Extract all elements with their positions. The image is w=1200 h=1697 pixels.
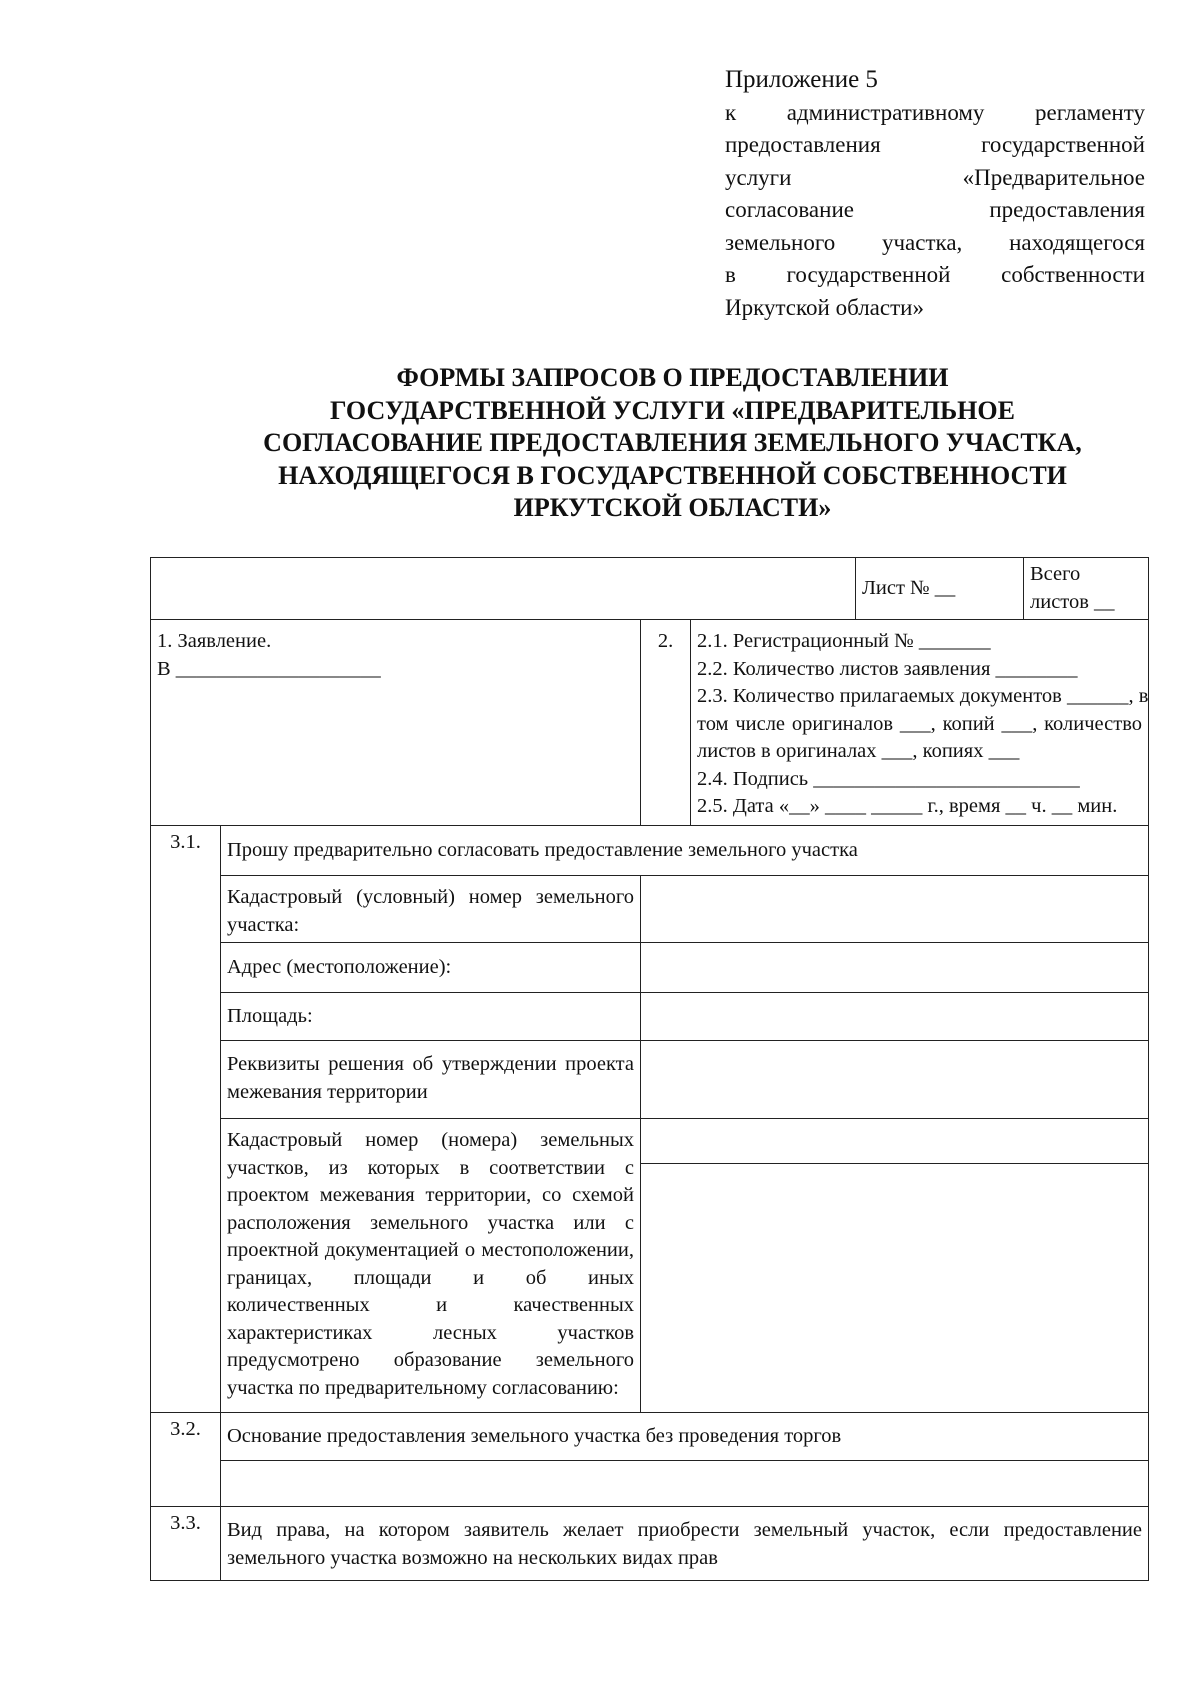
appendix-line: предоставления государственной	[725, 132, 1145, 157]
section-3-2-heading-row	[151, 1413, 1149, 1461]
section-3-2-input-row	[151, 1461, 1149, 1507]
appendix-block	[725, 64, 1145, 324]
survey-project-label: Реквизиты решения об утверждении проекта межевания территории	[221, 1041, 641, 1119]
header-empty-cell	[151, 558, 856, 620]
sheets-originals-copies-field[interactable]: листов в оригиналах ___, копиях ___	[697, 740, 1020, 762]
sheet-number-field[interactable]: Лист № __	[856, 558, 1024, 620]
recipient-field[interactable]: В ____________________	[157, 657, 381, 680]
section-2-cell	[691, 620, 1149, 826]
cadastral-number-input[interactable]	[641, 876, 1149, 943]
document-title	[150, 362, 1195, 525]
form-header-row	[151, 558, 1149, 620]
originals-copies-field[interactable]: том числе оригиналов ___, копий ___, количество	[697, 712, 1142, 735]
sheets-total-field[interactable]: Всего листов __	[1024, 558, 1149, 620]
appendix-line: Приложение 5	[725, 66, 878, 93]
section-3-1-heading-row	[151, 826, 1149, 876]
section-3-2-heading: Основание предоставления земельного участка без проведения торгов	[221, 1413, 1149, 1461]
appendix-line: земельного участка, находящегося	[725, 229, 1145, 255]
section-3-3-heading: Вид права, на котором заявитель желает приобрести земельный участок, если предоставление земельного участка возможно на нескольких видах прав	[221, 1507, 1149, 1581]
area-input[interactable]	[641, 993, 1149, 1041]
appendix-line: Иркутской области»	[725, 294, 924, 320]
title-line: НАХОДЯЩЕГОСЯ В ГОСУДАРСТВЕННОЙ СОБСТВЕННОСТИ	[278, 460, 1067, 490]
title-line: ФОРМЫ ЗАПРОСОВ О ПРЕДОСТАВЛЕНИИ	[396, 363, 949, 392]
appendix-line: согласование предоставления	[725, 197, 1145, 222]
section-3-1-number: 3.1.	[151, 826, 221, 1413]
address-row	[151, 943, 1149, 993]
appendix-line: услуги «Предварительное	[725, 164, 1145, 190]
form-row-1-2	[151, 620, 1149, 826]
section-2-number: 2.	[641, 620, 691, 826]
address-input[interactable]	[641, 943, 1149, 993]
sheets-count-field[interactable]: 2.2. Количество листов заявления ________	[697, 657, 1078, 680]
signature-field[interactable]: 2.4. Подпись __________________________	[697, 767, 1080, 790]
title-line: СОГЛАСОВАНИЕ ПРЕДОСТАВЛЕНИЯ ЗЕМЕЛЬНОГО УЧАСТКА,	[263, 428, 1082, 457]
title-line: ИРКУТСКОЙ ОБЛАСТИ»	[513, 493, 832, 522]
section-1-label: 1. Заявление.	[157, 630, 272, 652]
cadastral-number-row	[151, 876, 1149, 943]
section-3-2-input[interactable]	[221, 1461, 1149, 1507]
area-label: Площадь:	[221, 993, 641, 1041]
area-row	[151, 993, 1149, 1041]
source-plots-input-cell	[641, 1119, 1149, 1413]
survey-project-input[interactable]	[641, 1041, 1149, 1119]
section-1-cell	[151, 620, 641, 826]
source-plots-row	[151, 1119, 1149, 1413]
source-plots-label: Кадастровый номер (номера) земельных участков, из которых в соответствии с проектом межевания территории, со схемой расположения земельного участка или с проектной документацией о местоположении, границах, площади и об иных количественных и качественных характеристиках лесных участков предусмотрено образование земельного участка по предварительному согласованию:	[221, 1119, 641, 1413]
source-plots-input-2[interactable]	[641, 1164, 1148, 1412]
section-3-3-number: 3.3.	[151, 1507, 221, 1581]
cadastral-number-label: Кадастровый (условный) номер земельного участка:	[221, 876, 641, 943]
address-label: Адрес (местоположение):	[221, 943, 641, 993]
section-3-1-heading: Прошу предварительно согласовать предоставление земельного участка	[221, 826, 1149, 876]
registration-number-field[interactable]: 2.1. Регистрационный № _______	[697, 630, 991, 652]
section-3-2-number: 3.2.	[151, 1413, 221, 1507]
attached-docs-field[interactable]: 2.3. Количество прилагаемых документов ______, в	[697, 685, 1149, 707]
appendix-line: в государственной собственности	[725, 262, 1145, 287]
request-form-table	[150, 557, 1149, 1581]
appendix-line: к административному регламенту	[725, 99, 1145, 125]
section-3-3-heading-row	[151, 1507, 1149, 1581]
survey-project-row	[151, 1041, 1149, 1119]
date-time-field[interactable]: 2.5. Дата «__» ____ _____ г., время __ ч. __ мин.	[697, 795, 1118, 817]
source-plots-input-1[interactable]	[641, 1119, 1148, 1164]
title-line: ГОСУДАРСТВЕННОЙ УСЛУГИ «ПРЕДВАРИТЕЛЬНОЕ	[330, 395, 1015, 425]
